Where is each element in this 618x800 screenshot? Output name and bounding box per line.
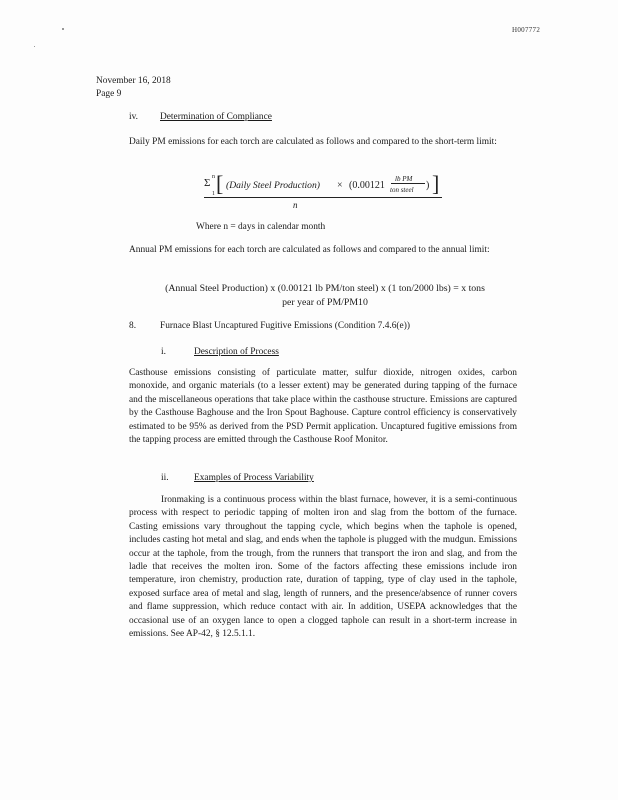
sub-i-body-text: Casthouse emissions consisting of particulate matter, sulfur dioxide, nitrogen oxides, carbon monoxide, and organic materials (to a lesser extent) may be generated during tapping of the furnace and the miscellaneous operations that take place within the casthouse structure. Emissions are captured by the Casthouse Baghouse and the Iron Spout Baghouse. Capture control efficiency is conservatively estimated to be 95% as derived from the PSD Permit application. Uncaptured fugitive emissions from the tapping process are emitted through the Casthouse Roof Monitor. — [129, 368, 517, 446]
sigma-subscript: 1 — [212, 191, 215, 197]
formula-close-paren: ) — [426, 180, 430, 191]
annual-intro-text: Annual PM emissions for each torch are calculated as follows and compared to the annual limit: — [129, 245, 490, 255]
formula-where: Where n = days in calendar month — [196, 222, 326, 232]
sub-ii-title: Examples of Process Variability — [194, 473, 314, 483]
sub-ii-body-text: Ironmaking is a continuous process within the blast furnace, however, it is a semi-continuous process with respect to periodic tapping of molten iron and slag from the bottom of the furnace. Casting emissions vary throughout the tapping cycle, which begins when the taphole is opened, includes casting hot metal and slag, and ends when the taphole is plugged with the mudgun. Emissions occur at the taphole, from the trough, from the runners that transport the iron and slag, and from the ladle that receives the molten iron. Some of the factors affecting these emissions include iron temperature, iron chemistry, production rate, duration of tapping, type of clay used in the taphole, exposed surface area of metal and slag, length of runners, and the presence/absence of runner covers and flame suppression, which reduce contact with air. In addition, USEPA acknowledges that the occasional use of an oxygen lance to open a clogged taphole can result in a short-term increase in emissions. See AP-42, § 12.5.1.1. — [129, 495, 517, 640]
sub-i-title: Description of Process — [194, 347, 279, 357]
formula-divisor: n — [293, 200, 298, 210]
formula-frac-denominator: ton steel — [390, 186, 414, 194]
annual-formula-line1: (Annual Steel Production) x (0.00121 lb PM/ton steel) x (1 ton/2000 lbs) = x tons — [165, 283, 485, 294]
section-iv-intro — [129, 136, 517, 149]
letter-date: November 16, 2018 — [96, 76, 171, 86]
formula-frac-numerator: lb PM — [395, 175, 413, 183]
formula-term1: Daily Steel Production — [229, 180, 317, 191]
section-8-number: 8. — [129, 321, 137, 331]
left-bracket: [ — [216, 171, 224, 196]
document-id: H007772 — [512, 26, 541, 34]
sigma-superscript: n — [212, 174, 215, 180]
formula-factor-value: 0.00121 — [352, 180, 385, 191]
annual-formula-line2: per year of PM/PM10 — [282, 297, 368, 308]
sub-i-body — [129, 367, 517, 447]
scan-speck — [34, 46, 35, 47]
sigma-symbol: Σ — [204, 177, 211, 189]
section-iv-title: Determination of Compliance — [160, 112, 272, 122]
right-bracket: ] — [432, 171, 440, 196]
scan-speck — [62, 28, 64, 30]
daily-pm-formula — [204, 171, 440, 199]
sub-ii-body — [129, 494, 517, 641]
formula-factor: (0.00121 — [349, 180, 385, 191]
page-number: Page 9 — [96, 89, 122, 99]
section-iv-intro-text: Daily PM emissions for each torch are calculated as follows and compared to the short-term limit: — [129, 137, 497, 147]
sub-ii-number: ii. — [161, 473, 169, 483]
formula-division-line — [204, 197, 442, 198]
sub-i-number: i. — [161, 347, 166, 357]
formula-times: × — [337, 180, 343, 191]
annual-intro — [129, 244, 517, 257]
section-8-title: Furnace Blast Uncaptured Fugitive Emissions (Condition 7.4.6(e)) — [160, 321, 410, 331]
formula-daily-production: (Daily Steel Production) — [226, 180, 320, 191]
section-iv-number: iv. — [129, 112, 139, 122]
